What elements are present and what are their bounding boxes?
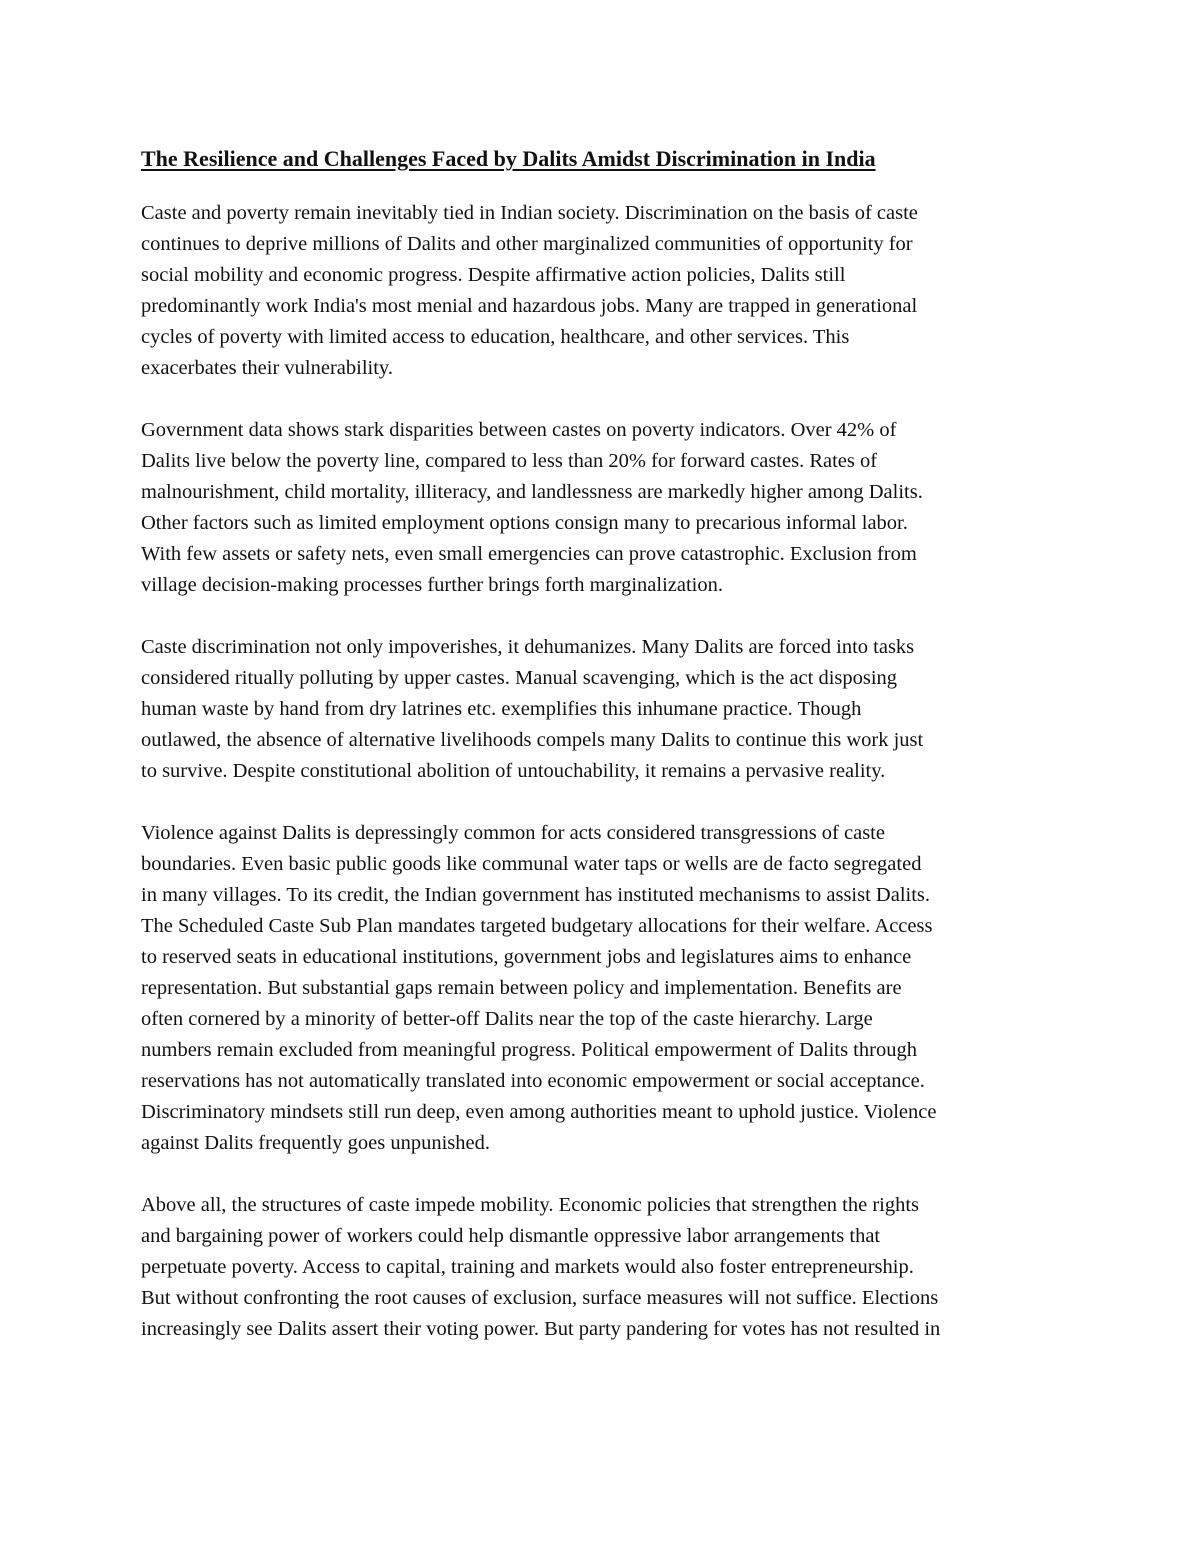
- document-title: The Resilience and Challenges Faced by Dalits Amidst Discrimination in India: [141, 146, 876, 171]
- text-line: often cornered by a minority of better-off Dalits near the top of the caste hierarchy. Large: [141, 1008, 873, 1030]
- text-line: outlawed, the absence of alternative livelihoods compels many Dalits to continue this work just: [141, 729, 924, 751]
- text-line: With few assets or safety nets, even small emergencies can prove catastrophic. Exclusion from: [141, 543, 917, 565]
- text-line: predominantly work India's most menial and hazardous jobs. Many are trapped in generational: [141, 295, 918, 317]
- text-line: to survive. Despite constitutional abolition of untouchability, it remains a pervasive reality.: [141, 760, 886, 782]
- paragraph-1: [141, 198, 1066, 384]
- text-line: boundaries. Even basic public goods like communal water taps or wells are de facto segregated: [141, 853, 922, 875]
- text-line: Violence against Dalits is depressingly common for acts considered transgressions of caste: [141, 822, 885, 844]
- paragraph-2: [141, 415, 1066, 601]
- text-line: continues to deprive millions of Dalits and other marginalized communities of opportunity for: [141, 233, 913, 255]
- text-line: Caste and poverty remain inevitably tied in Indian society. Discrimination on the basis of caste: [141, 202, 918, 224]
- paragraph-5: [141, 1190, 1066, 1345]
- text-line: But without confronting the root causes of exclusion, surface measures will not suffice. Elections: [141, 1287, 939, 1309]
- text-line: representation. But substantial gaps remain between policy and implementation. Benefits are: [141, 977, 902, 999]
- text-line: considered ritually polluting by upper castes. Manual scavenging, which is the act disposing: [141, 667, 898, 689]
- text-line: Caste discrimination not only impoverishes, it dehumanizes. Many Dalits are forced into tasks: [141, 636, 915, 658]
- text-line: The Scheduled Caste Sub Plan mandates targeted budgetary allocations for their welfare. Access: [141, 915, 933, 937]
- text-line: Other factors such as limited employment options consign many to precarious informal labor.: [141, 512, 908, 534]
- text-line: perpetuate poverty. Access to capital, training and markets would also foster entrepreneurship.: [141, 1256, 914, 1278]
- text-line: and bargaining power of workers could help dismantle oppressive labor arrangements that: [141, 1225, 881, 1247]
- text-line: village decision-making processes further brings forth marginalization.: [141, 574, 723, 596]
- text-line: cycles of poverty with limited access to education, healthcare, and other services. This: [141, 326, 850, 348]
- text-line: increasingly see Dalits assert their voting power. But party pandering for votes has not resulted in: [141, 1318, 941, 1340]
- text-line: in many villages. To its credit, the Indian government has instituted mechanisms to assist Dalits.: [141, 884, 931, 906]
- text-line: to reserved seats in educational institutions, government jobs and legislatures aims to enhance: [141, 946, 912, 968]
- text-line: Government data shows stark disparities between castes on poverty indicators. Over 42% of: [141, 419, 897, 441]
- text-line: exacerbates their vulnerability.: [141, 357, 393, 379]
- text-line: numbers remain excluded from meaningful progress. Political empowerment of Dalits through: [141, 1039, 917, 1061]
- text-line: malnourishment, child mortality, illiteracy, and landlessness are markedly higher among Dalits.: [141, 481, 923, 503]
- text-line: against Dalits frequently goes unpunished.: [141, 1132, 491, 1154]
- text-line: Above all, the structures of caste impede mobility. Economic policies that strengthen the rights: [141, 1194, 920, 1216]
- text-line: reservations has not automatically translated into economic empowerment or social acceptance.: [141, 1070, 925, 1092]
- text-line: Dalits live below the poverty line, compared to less than 20% for forward castes. Rates of: [141, 450, 878, 472]
- paragraph-3: [141, 632, 1066, 787]
- text-line: social mobility and economic progress. Despite affirmative action policies, Dalits still: [141, 264, 846, 286]
- text-line: human waste by hand from dry latrines etc. exemplifies this inhumane practice. Though: [141, 698, 862, 720]
- text-line: Discriminatory mindsets still run deep, even among authorities meant to uphold justice. Violence: [141, 1101, 937, 1123]
- document-body: [141, 140, 1066, 1376]
- paragraph-4: [141, 818, 1066, 1159]
